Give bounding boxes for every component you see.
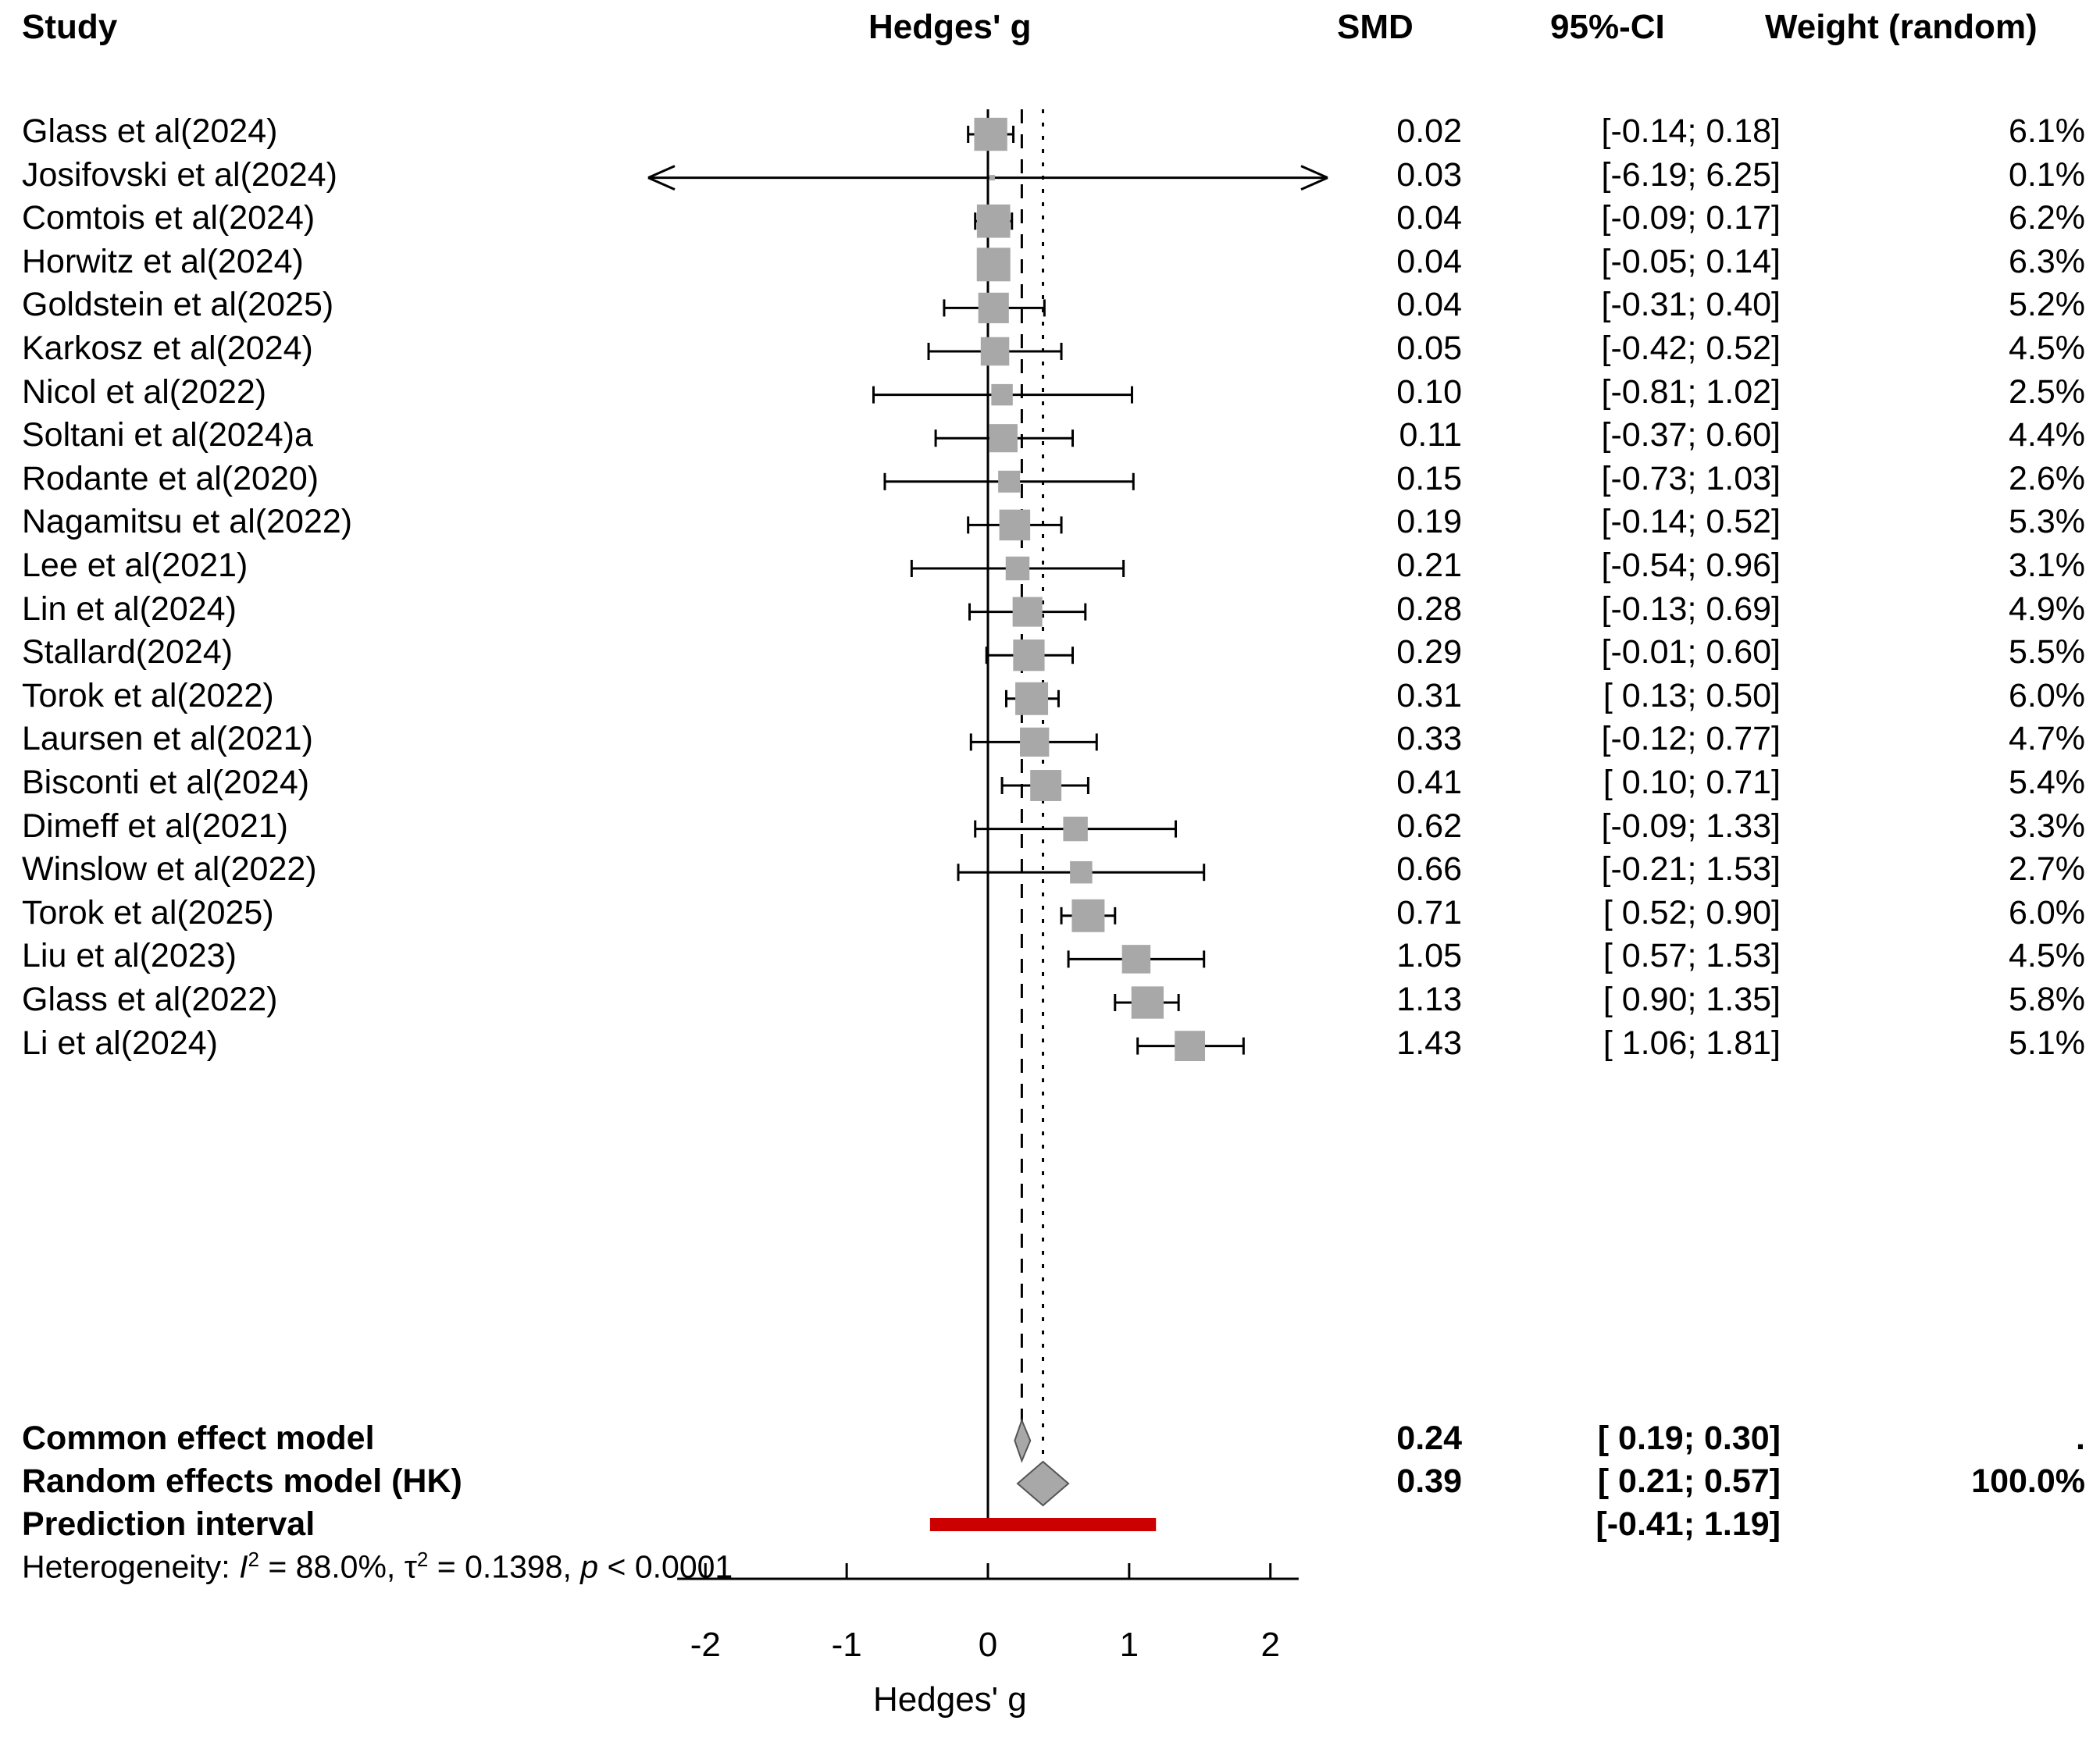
study-smd: 1.05 <box>1396 937 1462 975</box>
axis-tick-3: 1 <box>1119 1626 1139 1664</box>
study-weight: 4.4% <box>2008 416 2085 454</box>
random-effects-label: Random effects model (HK) <box>22 1462 462 1500</box>
study-smd: 0.41 <box>1396 764 1462 801</box>
study-ci: [ 0.52; 0.90] <box>1603 893 1781 932</box>
column-header-weight: Weight (random) <box>1765 8 2038 46</box>
study-weight: 6.2% <box>2008 199 2085 237</box>
prediction-interval-label: Prediction interval <box>22 1505 316 1543</box>
study-label: Karkosz et al(2024) <box>22 330 313 367</box>
study-label: Rodante et al(2020) <box>22 459 319 497</box>
study-label: Li et al(2024) <box>22 1024 218 1062</box>
study-weight: 4.5% <box>2008 330 2085 367</box>
random-effects-smd: 0.39 <box>1396 1462 1462 1500</box>
study-ci: [-0.37; 0.60] <box>1601 416 1781 454</box>
study-weight: 5.3% <box>2008 503 2085 541</box>
study-weight: 5.8% <box>2008 981 2085 1018</box>
study-weight: 6.3% <box>2008 242 2085 280</box>
i-squared-value: = 88.0%, <box>258 1548 405 1585</box>
study-smd: 0.04 <box>1396 199 1462 237</box>
study-smd: 0.04 <box>1396 286 1462 324</box>
common-effect-label: Common effect model <box>22 1420 375 1457</box>
study-ci: [-0.09; 1.33] <box>1601 807 1781 845</box>
study-ci: [-0.09; 0.17] <box>1601 199 1781 237</box>
study-smd: 0.33 <box>1396 720 1462 758</box>
study-smd: 0.03 <box>1396 155 1462 194</box>
study-weight: 0.1% <box>2008 155 2085 194</box>
i-squared-exponent: 2 <box>248 1548 259 1571</box>
heterogeneity-text <box>22 1548 733 1586</box>
p-symbol: p <box>580 1548 599 1585</box>
study-label: Torok et al(2022) <box>22 676 274 714</box>
study-weight: 2.6% <box>2008 459 2085 497</box>
study-weight: 4.7% <box>2008 720 2085 758</box>
study-smd: 1.43 <box>1396 1024 1462 1062</box>
study-smd: 0.15 <box>1396 459 1462 497</box>
study-weight: 6.0% <box>2008 676 2085 714</box>
study-ci: [ 0.57; 1.53] <box>1603 937 1781 975</box>
study-smd: 0.11 <box>1399 416 1462 454</box>
study-label: Horwitz et al(2024) <box>22 242 304 280</box>
axis-title: Hedges' g <box>873 1680 1027 1719</box>
study-weight: 3.1% <box>2008 547 2085 584</box>
study-smd: 0.21 <box>1396 547 1462 584</box>
study-label: Glass et al(2024) <box>22 112 278 150</box>
random-effects-ci: [ 0.21; 0.57] <box>1597 1462 1781 1500</box>
study-weight: 6.1% <box>2008 112 2085 150</box>
study-weight: 5.4% <box>2008 764 2085 801</box>
study-ci: [-0.31; 0.40] <box>1601 286 1781 324</box>
study-smd: 0.28 <box>1396 590 1462 628</box>
study-weight: 5.2% <box>2008 286 2085 324</box>
study-ci: [-0.54; 0.96] <box>1601 547 1781 584</box>
study-smd: 0.04 <box>1396 242 1462 280</box>
common-effect-weight: . <box>2076 1420 2085 1457</box>
study-label: Dimeff et al(2021) <box>22 807 288 845</box>
axis-tick-4: 2 <box>1260 1626 1280 1664</box>
axis-tick-1: -1 <box>831 1626 862 1664</box>
column-header-study: Study <box>22 8 118 46</box>
study-ci: [-6.19; 6.25] <box>1601 155 1781 194</box>
heterogeneity-prefix: Heterogeneity: <box>22 1548 240 1585</box>
study-ci: [-0.13; 0.69] <box>1601 590 1781 628</box>
study-weight: 2.7% <box>2008 850 2085 889</box>
study-smd: 0.66 <box>1396 850 1462 889</box>
study-smd: 0.02 <box>1396 112 1462 150</box>
study-label: Torok et al(2025) <box>22 893 274 932</box>
study-ci: [-0.14; 0.52] <box>1601 503 1781 541</box>
random-effects-weight: 100.0% <box>1971 1462 2085 1500</box>
study-smd: 0.71 <box>1396 893 1462 932</box>
study-smd: 1.13 <box>1396 981 1462 1018</box>
study-smd: 0.31 <box>1396 676 1462 714</box>
study-smd: 0.29 <box>1396 633 1462 672</box>
study-label: Goldstein et al(2025) <box>22 286 334 324</box>
study-label: Glass et al(2022) <box>22 981 278 1018</box>
study-label: Soltani et al(2024)a <box>22 416 313 454</box>
axis-tick-2: 0 <box>978 1626 998 1664</box>
common-effect-smd: 0.24 <box>1396 1420 1462 1457</box>
study-label: Bisconti et al(2024) <box>22 764 310 801</box>
column-header-plot: Hedges' g <box>868 8 1032 46</box>
p-value: < 0.0001 <box>598 1548 733 1585</box>
study-label: Stallard(2024) <box>22 633 234 672</box>
study-ci: [-0.01; 0.60] <box>1601 633 1781 672</box>
study-ci: [-0.14; 0.18] <box>1601 112 1781 150</box>
study-ci: [-0.12; 0.77] <box>1601 720 1781 758</box>
study-weight: 2.5% <box>2008 372 2085 411</box>
study-label: Nicol et al(2022) <box>22 372 267 411</box>
study-weight: 3.3% <box>2008 807 2085 845</box>
study-smd: 0.19 <box>1396 503 1462 541</box>
study-label: Nagamitsu et al(2022) <box>22 503 353 541</box>
study-ci: [-0.42; 0.52] <box>1601 330 1781 367</box>
study-label: Laursen et al(2021) <box>22 720 313 758</box>
tau-exponent: 2 <box>416 1548 429 1571</box>
study-ci: [-0.81; 1.02] <box>1601 372 1781 411</box>
study-label: Lin et al(2024) <box>22 590 237 628</box>
study-ci: [ 0.90; 1.35] <box>1603 981 1781 1018</box>
tau-symbol: τ <box>404 1548 417 1585</box>
study-label: Liu et al(2023) <box>22 937 237 975</box>
study-label: Lee et al(2021) <box>22 547 248 584</box>
tau-squared-value: = 0.1398, <box>428 1548 581 1585</box>
common-effect-ci: [ 0.19; 0.30] <box>1597 1420 1781 1457</box>
study-ci: [-0.21; 1.53] <box>1601 850 1781 889</box>
study-ci: [-0.05; 0.14] <box>1601 242 1781 280</box>
study-weight: 4.9% <box>2008 590 2085 628</box>
study-smd: 0.62 <box>1396 807 1462 845</box>
prediction-interval-ci: [-0.41; 1.19] <box>1596 1505 1781 1543</box>
study-label: Comtois et al(2024) <box>22 199 316 237</box>
study-smd: 0.05 <box>1396 330 1462 367</box>
study-weight: 5.1% <box>2008 1024 2085 1062</box>
study-label: Winslow et al(2022) <box>22 850 317 889</box>
study-weight: 4.5% <box>2008 937 2085 975</box>
study-ci: [-0.73; 1.03] <box>1601 459 1781 497</box>
study-ci: [ 1.06; 1.81] <box>1603 1024 1781 1062</box>
study-ci: [ 0.10; 0.71] <box>1603 764 1781 801</box>
study-weight: 6.0% <box>2008 893 2085 932</box>
study-ci: [ 0.13; 0.50] <box>1603 676 1781 714</box>
study-smd: 0.10 <box>1396 372 1462 411</box>
axis-tick-0: -2 <box>690 1626 721 1664</box>
study-label: Josifovski et al(2024) <box>22 155 337 194</box>
column-header-smd: SMD <box>1337 8 1414 46</box>
study-weight: 5.5% <box>2008 633 2085 672</box>
column-header-ci: 95%-CI <box>1550 8 1665 46</box>
i-squared-symbol: I <box>239 1548 248 1585</box>
